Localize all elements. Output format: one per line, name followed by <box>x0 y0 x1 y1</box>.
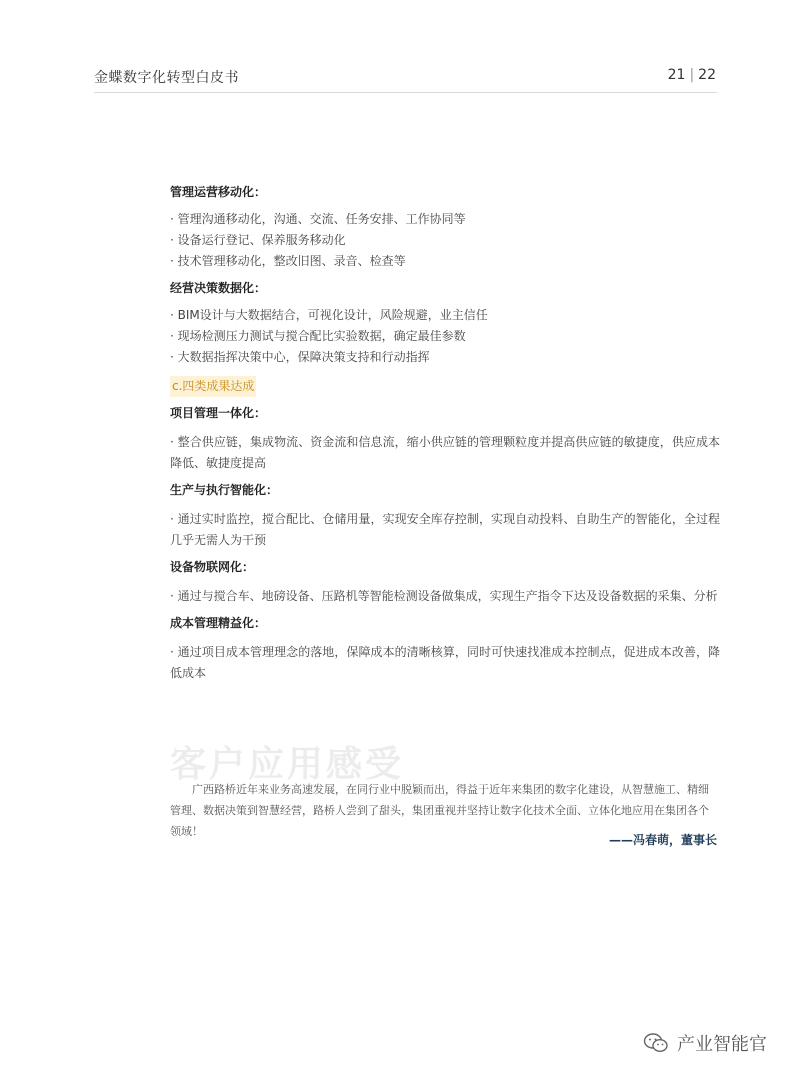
section-title-cost: 成本管理精益化： <box>170 616 267 630</box>
page-numbers <box>668 67 716 83</box>
section-text-iot: · 通过与搅合车、地磅设备、压路机等智能检测设备做集成，实现生产指令下达及设备数据的采集、分析 <box>170 589 718 603</box>
section-title-data: 经营决策数据化： <box>170 281 267 295</box>
feedback-signature: ——冯春萌，董事长 <box>608 833 717 847</box>
subsection-label: c.四类成果达成 <box>170 376 256 397</box>
watermark-text: 产业智能官 <box>677 1034 767 1055</box>
section-title-mobile: 管理运营移动化： <box>170 185 267 199</box>
list-item: · 设备运行登记、保养服务移动化 <box>170 233 346 247</box>
section-text-cost: · 通过项目成本管理理念的落地，保障成本的清晰核算，同时可快速找准成本控制点，促进成本改善，降低成本 <box>170 645 720 680</box>
feedback-heading: 客户应用感受 <box>170 744 405 785</box>
wechat-icon <box>643 1032 669 1054</box>
feedback-quote: 广西路桥近年来业务高速发展，在同行业中脱颖而出，得益于近年来集团的数字化建设，从智慧施工、精细管理、数据决策到智慧经营，路桥人尝到了甜头，集团重视并坚持让数字化技术全面、立体化地应用在集团各个领域！ <box>170 783 709 838</box>
list-item: · 管理沟通移动化，沟通、交流、任务安排、工作协同等 <box>170 212 466 226</box>
list-item: · 大数据指挥决策中心，保障决策支持和行动指挥 <box>170 350 430 364</box>
page-number-left: 21 <box>667 67 686 83</box>
section-title-iot: 设备物联网化： <box>170 560 255 574</box>
list-item: · 现场检测压力测试与搅合配比实验数据，确定最佳参数 <box>170 329 466 343</box>
section-text-project: · 整合供应链，集成物流、资金流和信息流，缩小供应链的管理颗粒度并提高供应链的敏捷度，供应成本降低、敏捷度提高 <box>170 435 720 470</box>
section-title-production: 生产与执行智能化： <box>170 483 279 497</box>
section-text-production: · 通过实时监控，搅合配比、仓储用量，实现安全库存控制，实现自动投料、自助生产的智能化，全过程几乎无需人为干预 <box>170 512 720 547</box>
document-title: 金蝶数字化转型白皮书 <box>94 70 239 86</box>
watermark <box>643 1030 767 1056</box>
page-number-right: 22 <box>698 67 716 83</box>
main-content <box>170 182 720 684</box>
page-separator: | <box>689 67 695 83</box>
section-title-project: 项目管理一体化： <box>170 406 267 420</box>
list-item: · BIM设计与大数据结合，可视化设计，风险规避，业主信任 <box>170 308 488 322</box>
list-item: · 技术管理移动化，整改旧图、录音、检查等 <box>170 254 406 268</box>
header-divider <box>94 92 717 93</box>
